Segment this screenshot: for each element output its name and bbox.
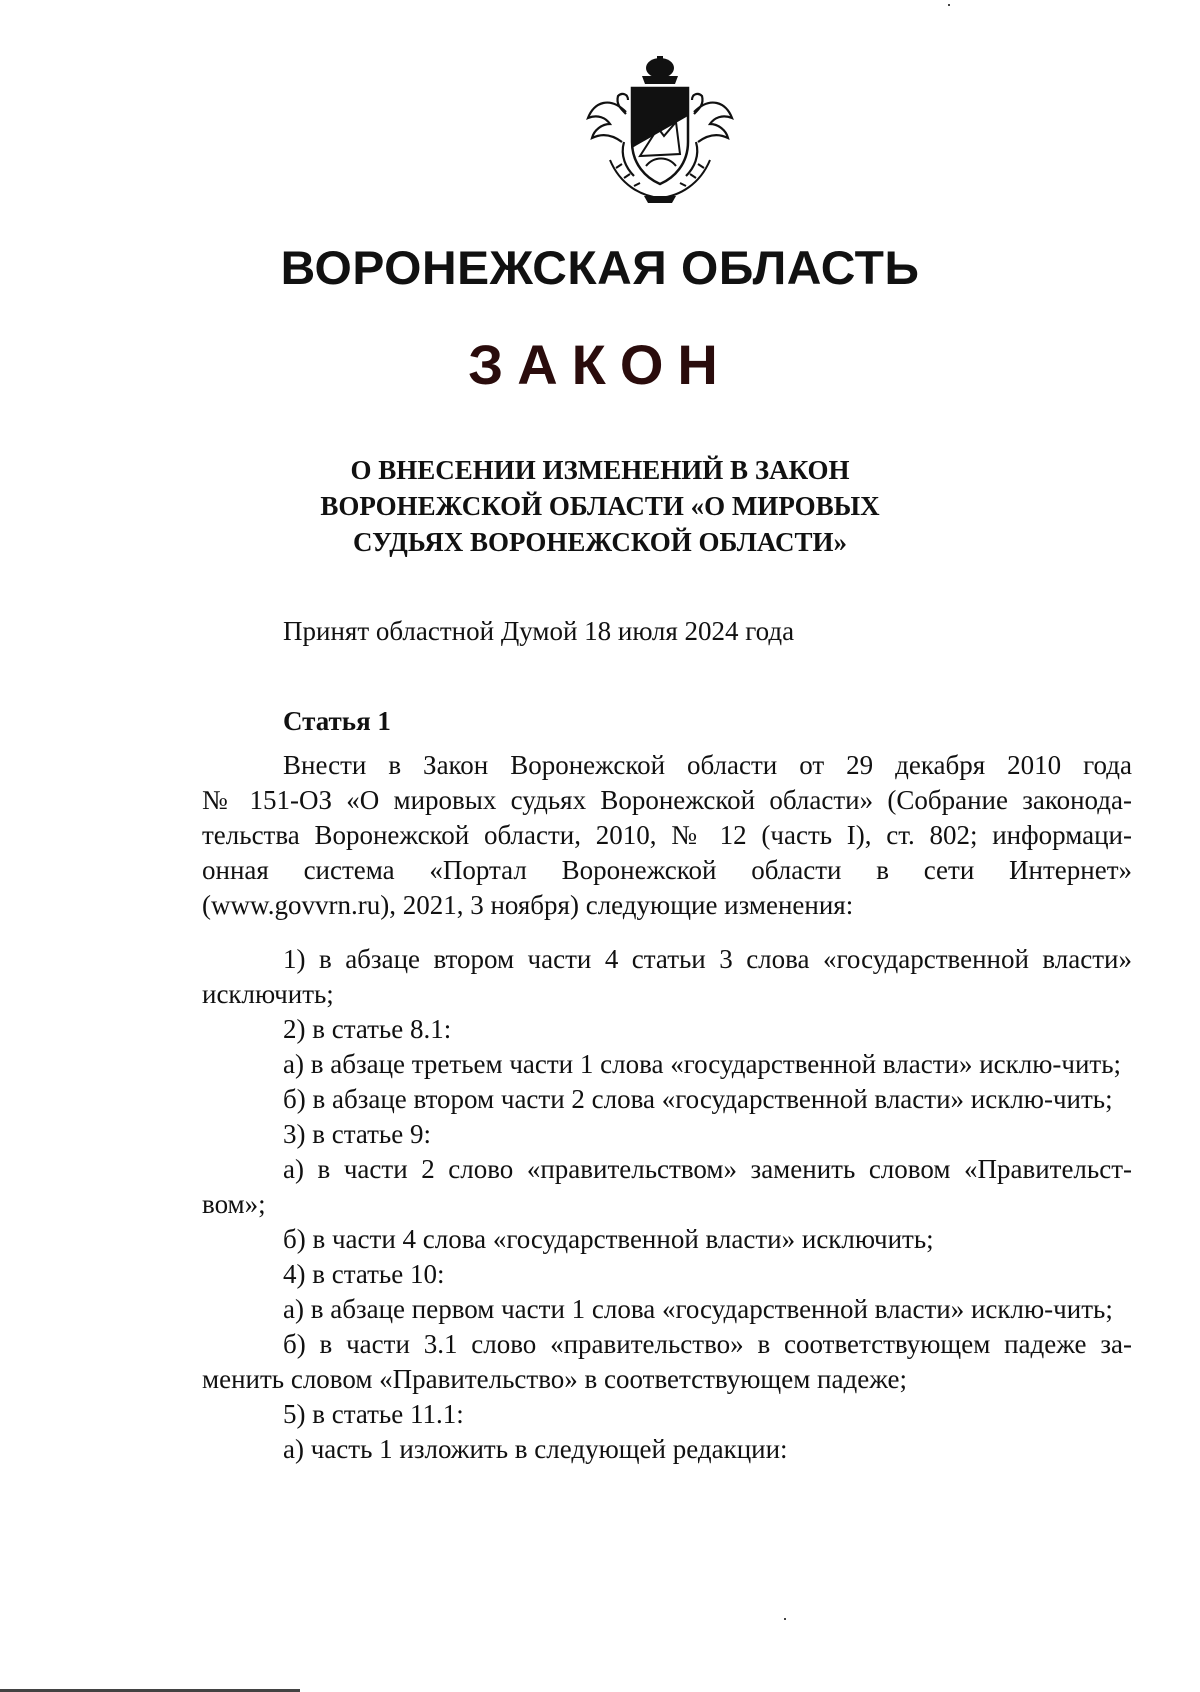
document-type-heading: ЗАКОН (468, 333, 732, 396)
article-heading: Статья 1 (283, 706, 391, 736)
intro-line: Внести в Закон Воронежской области от 29 декабря 2010 года (283, 750, 1132, 780)
list-item: а) в абзаце первом части 1 слова «государственной власти» исклю-чить; (283, 1294, 1113, 1324)
article-intro-paragraph (202, 748, 1132, 923)
coat-of-arms-emblem (580, 56, 740, 204)
list-item: б) в абзаце втором части 2 слова «государственной власти» исклю-чить; (283, 1084, 1113, 1114)
document-title (0, 452, 1200, 560)
intro-line: тельства Воронежской области, 2010, № 12 (часть I), ст. 802; информаци- (202, 820, 1132, 850)
list-item: б) в части 4 слова «государственной власти» исключить; (283, 1224, 934, 1254)
list-item: 3) в статье 9: (283, 1119, 431, 1149)
title-line: СУДЬЯХ ВОРОНЕЖСКОЙ ОБЛАСТИ» (353, 527, 847, 557)
intro-line: онная система «Портал Воронежской области в сети Интернет» (202, 855, 1132, 885)
scan-speck (948, 4, 950, 6)
region-heading: ВОРОНЕЖСКАЯ ОБЛАСТЬ (280, 241, 920, 294)
adoption-date-text: Принят областной Думой 18 июля 2024 года (283, 616, 795, 646)
list-item: 2) в статье 8.1: (283, 1014, 452, 1044)
list-item: а) в абзаце третьем части 1 слова «государственной власти» исклю-чить; (283, 1049, 1122, 1079)
intro-line: (www.govvrn.ru), 2021, 3 ноября) следующие изменения: (202, 890, 854, 920)
list-item: а) в части 2 слово «правительством» заменить словом «Правительст-вом»; (202, 1154, 1132, 1219)
title-line: О ВНЕСЕНИИ ИЗМЕНЕНИЙ В ЗАКОН (350, 455, 850, 485)
intro-line: № 151-ОЗ «О мировых судьях Воронежской области» (Собрание законода- (202, 785, 1132, 815)
list-item: 1) в абзаце втором части 4 статьи 3 слова «государственной власти» исключить; (202, 944, 1132, 1009)
list-item: 4) в статье 10: (283, 1259, 445, 1289)
scan-speck (784, 1618, 786, 1620)
list-item: а) часть 1 изложить в следующей редакции: (283, 1434, 788, 1464)
title-line: ВОРОНЕЖСКОЙ ОБЛАСТИ «О МИРОВЫХ (320, 491, 880, 521)
list-item: 5) в статье 11.1: (283, 1399, 464, 1429)
amendments-list (202, 942, 1132, 1467)
list-item: б) в части 3.1 слово «правительство» в соответствующем падеже за-менить словом «Правительство» в соответствующем падеже; (202, 1329, 1132, 1394)
